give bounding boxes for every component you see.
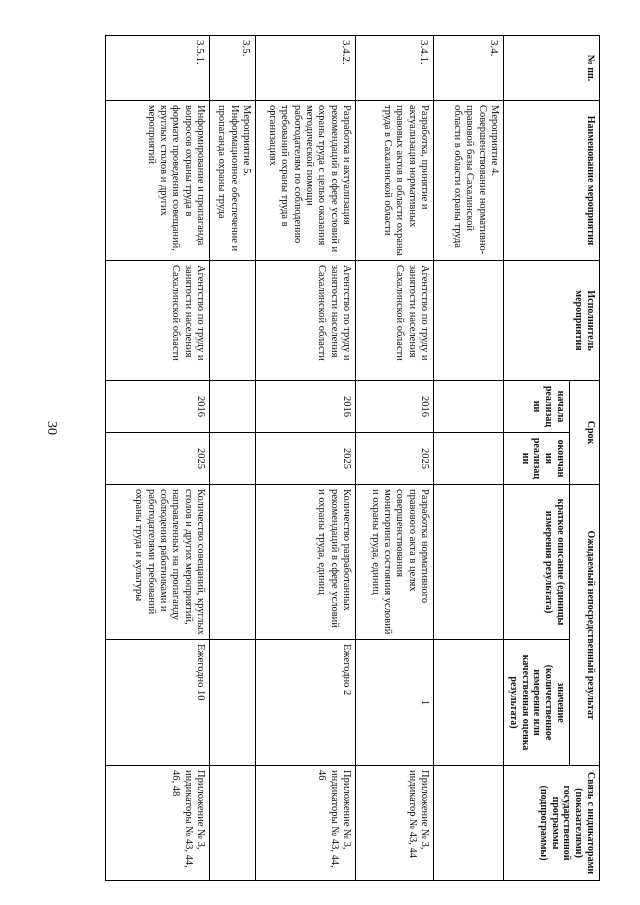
header-num: № пп. — [504, 36, 600, 101]
header-link: Связь с индикаторами (показателями) государственной программы (подпрограммы) — [504, 766, 600, 881]
row-desc: Количество совещаний, круглых столов и других мероприятий, направленных на пропаганду соблюдения работниками и работодателями требований охраны труда и культуры — [106, 485, 210, 640]
row-name: Информирование и пропаганда вопросов охраны труда в формате проведения совещаний, круглых столов и других мероприятий — [106, 101, 210, 261]
header-result: Ожидаемый непосредственный результат — [570, 485, 600, 766]
row-desc: Разработка нормативного правового акта в целях совершенствования мониторинга состояния условий и охраны труда, единиц — [356, 485, 434, 640]
table-row — [210, 36, 256, 881]
row-end: 2025 — [256, 433, 356, 485]
rotated-table-container — [110, 35, 600, 880]
row-value — [210, 640, 256, 766]
row-value: 1 — [356, 640, 434, 766]
row-desc — [210, 485, 256, 640]
row-executor — [434, 261, 504, 381]
row-link: Приложение № 3, индикаторы № 43, 44, 46 — [256, 766, 356, 881]
row-num: 3.4. — [434, 36, 504, 101]
header-term: Срок — [570, 381, 600, 485]
table-row — [256, 36, 356, 881]
header-name: Наименование мероприятия — [504, 101, 600, 261]
row-name: Разработка, принятие и актуализация нормативных правовых актов в области охраны труда в Сахалинской области — [356, 101, 434, 261]
row-start — [210, 381, 256, 433]
table-row — [434, 36, 504, 881]
row-link: Приложение № 3, индикаторы № 43, 44, 46, 48 — [106, 766, 210, 881]
row-executor: Агентство по труду и занятости населения Сахалинской области — [106, 261, 210, 381]
row-executor: Агентство по труду и занятости населения Сахалинской области — [356, 261, 434, 381]
row-desc — [434, 485, 504, 640]
row-link: Приложение № 3, индикатор № 43, 44 — [356, 766, 434, 881]
row-num: 3.4.1. — [356, 36, 434, 101]
header-result-value: значение (количественное измерение или качественная оценка результата) — [504, 640, 570, 766]
row-name: Мероприятие 4. Совершенствование нормативно-правовой базы Сахалинской области в области охраны труда — [434, 101, 504, 261]
table-row — [356, 36, 434, 881]
header-term-end: окончания реализации — [504, 433, 570, 485]
row-num: 3.4.2. — [256, 36, 356, 101]
row-value — [434, 640, 504, 766]
row-num: 3.5.1. — [106, 36, 210, 101]
document-table-wrapper — [110, 35, 600, 880]
row-name: Мероприятие 5. Информационное обеспечение и пропаганда охраны труда — [210, 101, 256, 261]
row-end — [434, 433, 504, 485]
row-executor — [210, 261, 256, 381]
row-start: 2016 — [356, 381, 434, 433]
row-start — [434, 381, 504, 433]
row-desc: Количество разработанных рекомендаций в сфере условий и охраны труда, единиц — [256, 485, 356, 640]
header-result-desc: краткое описание (единицы измерения результата) — [504, 485, 570, 640]
header-executor: Исполнитель мероприятия — [504, 261, 600, 381]
row-name: Разработка и актуализация рекомендаций в сфере условий и охраны труда с целью оказания методической помощи работодателям по соблюдению требований охраны труда в организациях — [256, 101, 356, 261]
row-end — [210, 433, 256, 485]
row-end: 2025 — [106, 433, 210, 485]
row-num: 3.5. — [210, 36, 256, 101]
row-executor: Агентство по труду и занятости населения Сахалинской области — [256, 261, 356, 381]
table-row — [106, 36, 210, 881]
row-start: 2016 — [106, 381, 210, 433]
page-number: 30 — [44, 421, 59, 435]
header-term-start: начала реализации — [504, 381, 570, 433]
row-link — [434, 766, 504, 881]
program-measures-table — [105, 35, 600, 881]
row-value: Ежегодно 2 — [256, 640, 356, 766]
row-link — [210, 766, 256, 881]
row-start: 2016 — [256, 381, 356, 433]
row-end: 2025 — [356, 433, 434, 485]
header-row-1 — [570, 36, 600, 881]
row-value: Ежегодно 10 — [106, 640, 210, 766]
